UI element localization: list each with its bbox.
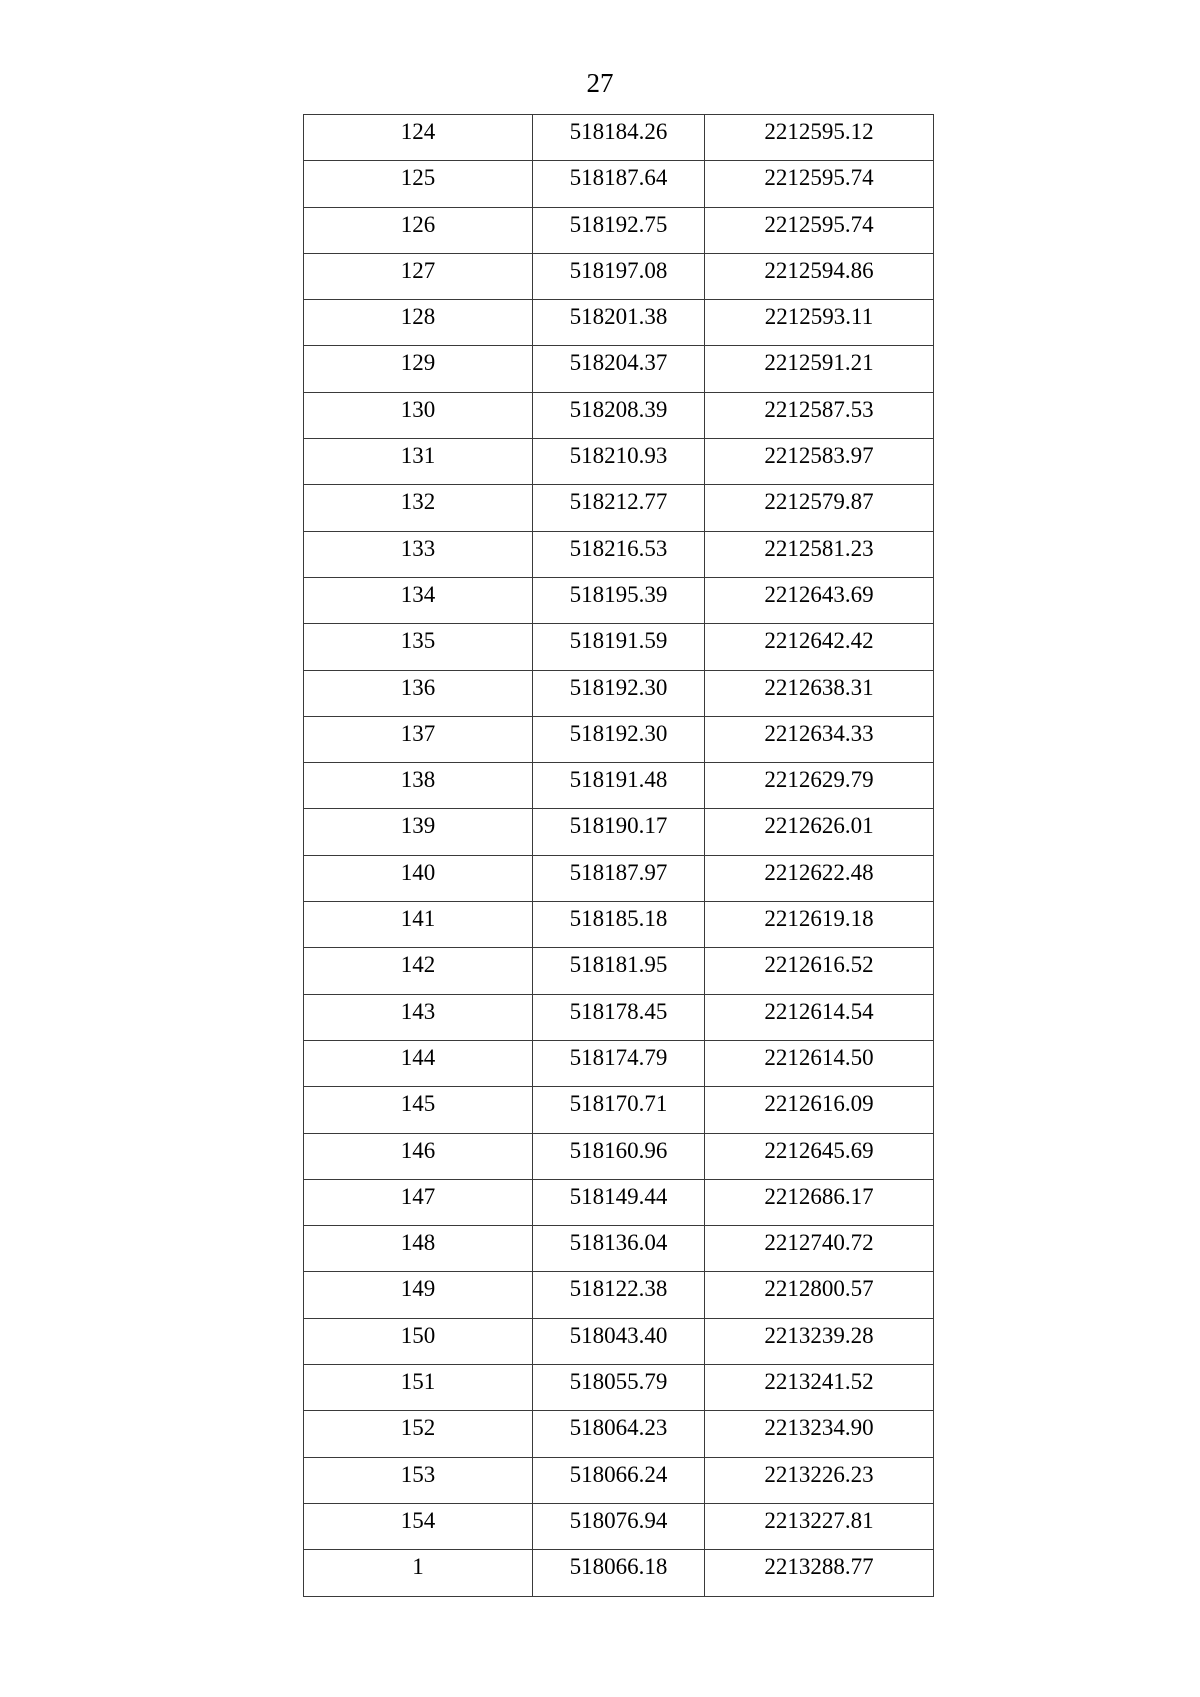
point-number-cell: 154 <box>304 1503 533 1549</box>
x-coordinate-cell: 518066.18 <box>533 1550 705 1596</box>
x-coordinate-cell: 518201.38 <box>533 300 705 346</box>
coordinates-table-body <box>304 115 934 1597</box>
table-row <box>304 1550 934 1596</box>
point-number-cell: 153 <box>304 1457 533 1503</box>
y-coordinate-cell: 2212642.42 <box>705 624 934 670</box>
x-coordinate-cell: 518195.39 <box>533 577 705 623</box>
table-row <box>304 855 934 901</box>
point-number-cell: 141 <box>304 902 533 948</box>
y-coordinate-cell: 2212594.86 <box>705 253 934 299</box>
y-coordinate-cell: 2213288.77 <box>705 1550 934 1596</box>
table-row <box>304 763 934 809</box>
table-row <box>304 207 934 253</box>
point-number-cell: 130 <box>304 392 533 438</box>
x-coordinate-cell: 518191.48 <box>533 763 705 809</box>
point-number-cell: 132 <box>304 485 533 531</box>
x-coordinate-cell: 518185.18 <box>533 902 705 948</box>
x-coordinate-cell: 518187.97 <box>533 855 705 901</box>
table-row <box>304 1087 934 1133</box>
x-coordinate-cell: 518216.53 <box>533 531 705 577</box>
x-coordinate-cell: 518187.64 <box>533 161 705 207</box>
point-number-cell: 142 <box>304 948 533 994</box>
y-coordinate-cell: 2213241.52 <box>705 1365 934 1411</box>
y-coordinate-cell: 2212643.69 <box>705 577 934 623</box>
y-coordinate-cell: 2212634.33 <box>705 716 934 762</box>
x-coordinate-cell: 518181.95 <box>533 948 705 994</box>
x-coordinate-cell: 518192.30 <box>533 716 705 762</box>
x-coordinate-cell: 518197.08 <box>533 253 705 299</box>
y-coordinate-cell: 2212626.01 <box>705 809 934 855</box>
y-coordinate-cell: 2212629.79 <box>705 763 934 809</box>
x-coordinate-cell: 518192.75 <box>533 207 705 253</box>
table-row <box>304 253 934 299</box>
table-row <box>304 1503 934 1549</box>
point-number-cell: 126 <box>304 207 533 253</box>
x-coordinate-cell: 518066.24 <box>533 1457 705 1503</box>
x-coordinate-cell: 518191.59 <box>533 624 705 670</box>
x-coordinate-cell: 518212.77 <box>533 485 705 531</box>
point-number-cell: 127 <box>304 253 533 299</box>
point-number-cell: 151 <box>304 1365 533 1411</box>
y-coordinate-cell: 2213227.81 <box>705 1503 934 1549</box>
point-number-cell: 149 <box>304 1272 533 1318</box>
point-number-cell: 125 <box>304 161 533 207</box>
x-coordinate-cell: 518204.37 <box>533 346 705 392</box>
y-coordinate-cell: 2212614.50 <box>705 1040 934 1086</box>
table-row <box>304 161 934 207</box>
point-number-cell: 148 <box>304 1226 533 1272</box>
table-row <box>304 1226 934 1272</box>
table-row <box>304 624 934 670</box>
point-number-cell: 140 <box>304 855 533 901</box>
table-row <box>304 577 934 623</box>
y-coordinate-cell: 2213234.90 <box>705 1411 934 1457</box>
page-number: 27 <box>586 68 614 98</box>
y-coordinate-cell: 2213239.28 <box>705 1318 934 1364</box>
y-coordinate-cell: 2212616.09 <box>705 1087 934 1133</box>
table-row <box>304 1457 934 1503</box>
point-number-cell: 134 <box>304 577 533 623</box>
point-number-cell: 152 <box>304 1411 533 1457</box>
y-coordinate-cell: 2213226.23 <box>705 1457 934 1503</box>
point-number-cell: 129 <box>304 346 533 392</box>
table-row <box>304 392 934 438</box>
y-coordinate-cell: 2212595.12 <box>705 115 934 161</box>
table-row <box>304 994 934 1040</box>
point-number-cell: 150 <box>304 1318 533 1364</box>
x-coordinate-cell: 518170.71 <box>533 1087 705 1133</box>
table-row <box>304 948 934 994</box>
x-coordinate-cell: 518149.44 <box>533 1179 705 1225</box>
table-row <box>304 346 934 392</box>
y-coordinate-cell: 2212593.11 <box>705 300 934 346</box>
y-coordinate-cell: 2212740.72 <box>705 1226 934 1272</box>
point-number-cell: 128 <box>304 300 533 346</box>
table-row <box>304 902 934 948</box>
x-coordinate-cell: 518136.04 <box>533 1226 705 1272</box>
y-coordinate-cell: 2212638.31 <box>705 670 934 716</box>
point-number-cell: 146 <box>304 1133 533 1179</box>
point-number-cell: 144 <box>304 1040 533 1086</box>
point-number-cell: 131 <box>304 439 533 485</box>
y-coordinate-cell: 2212645.69 <box>705 1133 934 1179</box>
x-coordinate-cell: 518076.94 <box>533 1503 705 1549</box>
point-number-cell: 147 <box>304 1179 533 1225</box>
y-coordinate-cell: 2212622.48 <box>705 855 934 901</box>
y-coordinate-cell: 2212616.52 <box>705 948 934 994</box>
table-row <box>304 439 934 485</box>
point-number-cell: 137 <box>304 716 533 762</box>
table-row <box>304 809 934 855</box>
point-number-cell: 124 <box>304 115 533 161</box>
x-coordinate-cell: 518184.26 <box>533 115 705 161</box>
y-coordinate-cell: 2212583.97 <box>705 439 934 485</box>
x-coordinate-cell: 518178.45 <box>533 994 705 1040</box>
table-row <box>304 115 934 161</box>
point-number-cell: 139 <box>304 809 533 855</box>
point-number-cell: 145 <box>304 1087 533 1133</box>
y-coordinate-cell: 2212595.74 <box>705 207 934 253</box>
x-coordinate-cell: 518055.79 <box>533 1365 705 1411</box>
x-coordinate-cell: 518190.17 <box>533 809 705 855</box>
x-coordinate-cell: 518064.23 <box>533 1411 705 1457</box>
table-row <box>304 1365 934 1411</box>
y-coordinate-cell: 2212614.54 <box>705 994 934 1040</box>
table-row <box>304 716 934 762</box>
point-number-cell: 143 <box>304 994 533 1040</box>
table-row <box>304 1040 934 1086</box>
point-number-cell: 135 <box>304 624 533 670</box>
coordinates-table <box>303 114 934 1597</box>
y-coordinate-cell: 2212591.21 <box>705 346 934 392</box>
y-coordinate-cell: 2212581.23 <box>705 531 934 577</box>
table-row <box>304 1272 934 1318</box>
table-row <box>304 1179 934 1225</box>
y-coordinate-cell: 2212595.74 <box>705 161 934 207</box>
x-coordinate-cell: 518208.39 <box>533 392 705 438</box>
table-row <box>304 1133 934 1179</box>
table-row <box>304 485 934 531</box>
point-number-cell: 133 <box>304 531 533 577</box>
y-coordinate-cell: 2212619.18 <box>705 902 934 948</box>
x-coordinate-cell: 518043.40 <box>533 1318 705 1364</box>
table-row <box>304 531 934 577</box>
table-row <box>304 300 934 346</box>
table-row <box>304 670 934 716</box>
y-coordinate-cell: 2212686.17 <box>705 1179 934 1225</box>
y-coordinate-cell: 2212800.57 <box>705 1272 934 1318</box>
x-coordinate-cell: 518122.38 <box>533 1272 705 1318</box>
y-coordinate-cell: 2212579.87 <box>705 485 934 531</box>
table-row <box>304 1411 934 1457</box>
y-coordinate-cell: 2212587.53 <box>705 392 934 438</box>
point-number-cell: 1 <box>304 1550 533 1596</box>
x-coordinate-cell: 518160.96 <box>533 1133 705 1179</box>
point-number-cell: 136 <box>304 670 533 716</box>
x-coordinate-cell: 518174.79 <box>533 1040 705 1086</box>
x-coordinate-cell: 518192.30 <box>533 670 705 716</box>
point-number-cell: 138 <box>304 763 533 809</box>
x-coordinate-cell: 518210.93 <box>533 439 705 485</box>
table-row <box>304 1318 934 1364</box>
